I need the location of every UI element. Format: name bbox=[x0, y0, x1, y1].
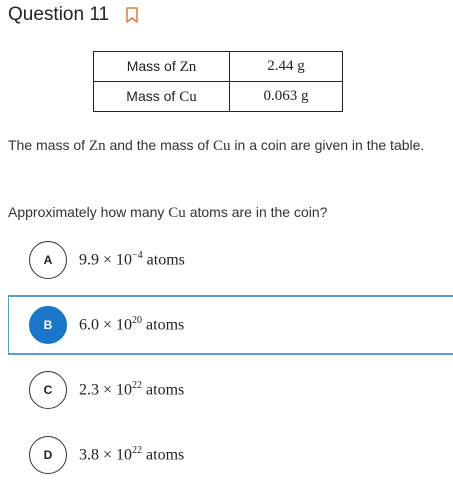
choice-c[interactable] bbox=[0, 371, 453, 409]
choice-letter-badge: B bbox=[29, 306, 67, 344]
question-stem-context: The mass of Zn and the mass of Cu in a coin are given in the table. bbox=[8, 137, 425, 154]
choice-b[interactable] bbox=[0, 306, 453, 344]
choice-text: $9.9 \times 10^{-4}$ atoms bbox=[79, 250, 185, 269]
choice-a[interactable] bbox=[0, 241, 453, 279]
choice-letter-badge: D bbox=[29, 436, 67, 474]
choice-d[interactable] bbox=[0, 436, 453, 474]
question-header bbox=[8, 4, 141, 26]
question-prompt: Approximately how many Cu atoms are in the coin? bbox=[8, 204, 328, 221]
table-cell-value: 0.063 g bbox=[230, 82, 343, 112]
table-cell-value: 2.44 g bbox=[230, 52, 343, 82]
table-row bbox=[94, 52, 343, 82]
choice-letter-badge: A bbox=[29, 241, 67, 279]
choice-text: $6.0 \times 10^{20}$ atoms bbox=[79, 315, 185, 334]
table-cell-label: Mass of Cu bbox=[94, 82, 230, 112]
bookmark-icon[interactable] bbox=[123, 6, 141, 24]
choice-letter-badge: C bbox=[29, 371, 67, 409]
choice-text: $2.3 \times 10^{22}$ atoms bbox=[79, 380, 185, 399]
mass-table bbox=[93, 51, 343, 112]
question-title: Question 11 bbox=[8, 4, 110, 25]
table-row bbox=[94, 82, 343, 112]
choice-text: $3.8 \times 10^{22}$ atoms bbox=[79, 445, 185, 464]
table-cell-label: Mass of Zn bbox=[94, 52, 230, 82]
